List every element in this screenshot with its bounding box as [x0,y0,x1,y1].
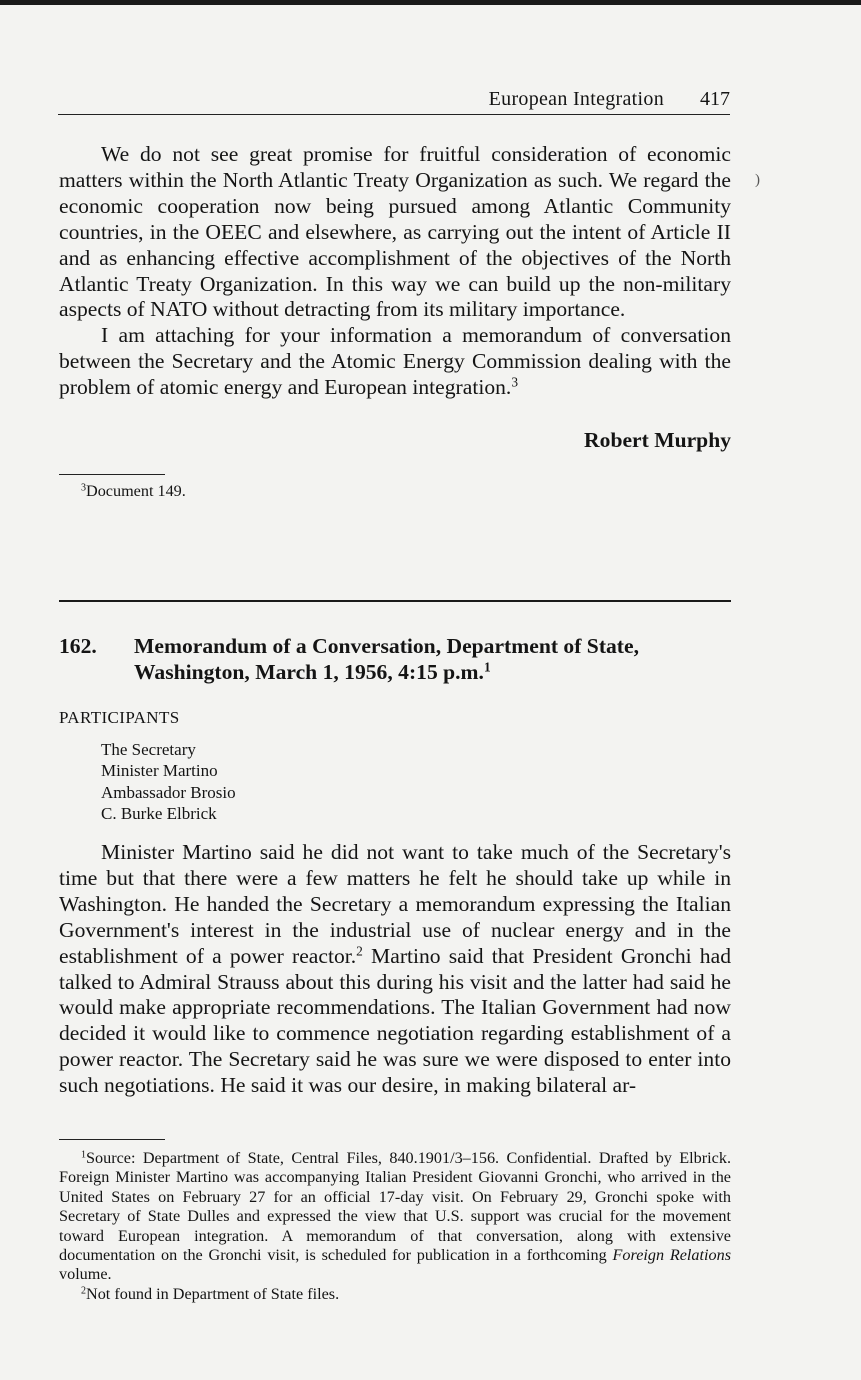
participant: The Secretary [101,740,196,759]
page-number: 417 [700,88,730,110]
participant: Ambassador Brosio [101,782,236,802]
footnote-ref-2: 2 [356,943,363,959]
memorandum-text [59,840,731,1099]
continued-paragraph-1: We do not see great promise for fruitful consideration of economic matters within the North Atlantic Treaty Organization as such. We regard the economic cooperation now being pursued among Atlantic Community countries, in the OEEC and elsewhere, as carrying out the intent of Article II and as enhancing effective accomplishment of the objectives of the North Atlantic Treaty Organization. In this way we can build up the non-military aspects of NATO without detracting from its military importance. [59,142,731,322]
participant: Minister Martino [101,761,218,781]
participants-list [101,739,236,825]
footnote-2-marker: 2 [81,1285,87,1297]
footnote-3 [59,482,731,501]
memorandum-paragraph-1-part-1: Minister Martino said he did not want to take much of the Secretary's time but that there were a few matters he felt he should take up while in Washington. He handed the Secretary a memorandum expressing the Italian Government's interest in the industrial use of nuclear energy and in the establishment of a power reactor. [59,840,731,968]
footnote-1 [59,1149,731,1285]
footnote-3-text: Document 149. [86,482,186,500]
document-title-line [134,634,739,685]
running-header [58,88,730,115]
continued-paragraph-2-text: I am attaching for your information a memorandum of conversation between the Secretary and the Atomic Energy Commission dealing with the problem of atomic energy and European integration. [59,323,731,400]
footnote-ref-1: 1 [483,659,491,675]
memorandum-paragraph-1 [59,840,731,1099]
footnote-rule [59,474,165,475]
footnote-1-italic-title: Foreign Relations [612,1246,731,1265]
footnote-ref-3: 3 [511,374,519,390]
continued-letter-text [59,142,731,401]
footnote-1-text-b: volume. [59,1265,112,1284]
participant: C. Burke Elbrick [101,804,217,824]
footnote-rule [59,1139,165,1140]
memorandum-paragraph-1-part-2: Martino said that President Gronchi had talked to Admiral Strauss about this during his visit and the latter had said he would make appropriate recommendations. The Italian Government had now decided it would like to commence negotiation regarding establishment of a power reactor. The Secretary said he was sure we were disposed to enter into such negotiations. He said it was our desire, in making bilateral ar- [59,943,731,1098]
margin-mark: ) [755,172,760,188]
document-number: 162. [59,634,97,658]
footnote-1-marker: 1 [81,1149,87,1161]
participants-label: PARTICIPANTS [59,708,180,727]
footnote-3-marker: 3 [81,482,87,494]
footnote-1-text-a: Source: Department of State, Central Files, 840.1901/3–156. Confidential. Drafted by Elbrick. Foreign Minister Martino was accompanying Italian President Giovanni Gronchi, who arrived in the United States on February 27 for an official 17-day visit. On February 29, Gronchi spoke with Secretary of State Dulles and expressed the view that U.S. support was crucial for the movement toward European integration. A memorandum of that conversation, along with extensive documentation on the Gronchi visit, is scheduled for publication in a forthcoming [59,1149,731,1265]
running-header-section: European Integration [488,88,664,110]
page-top-edge [0,0,861,5]
footnote-2 [59,1285,731,1304]
document-title: Memorandum of a Conversation, Department of State, Washington, March 1, 1956, 4:15 p.m. [134,634,639,684]
signature: Robert Murphy [584,428,731,452]
footnote-2-text: Not found in Department of State files. [86,1284,340,1303]
section-divider [59,600,731,602]
continued-paragraph-2 [59,323,731,401]
footnotes-block [59,1149,731,1304]
